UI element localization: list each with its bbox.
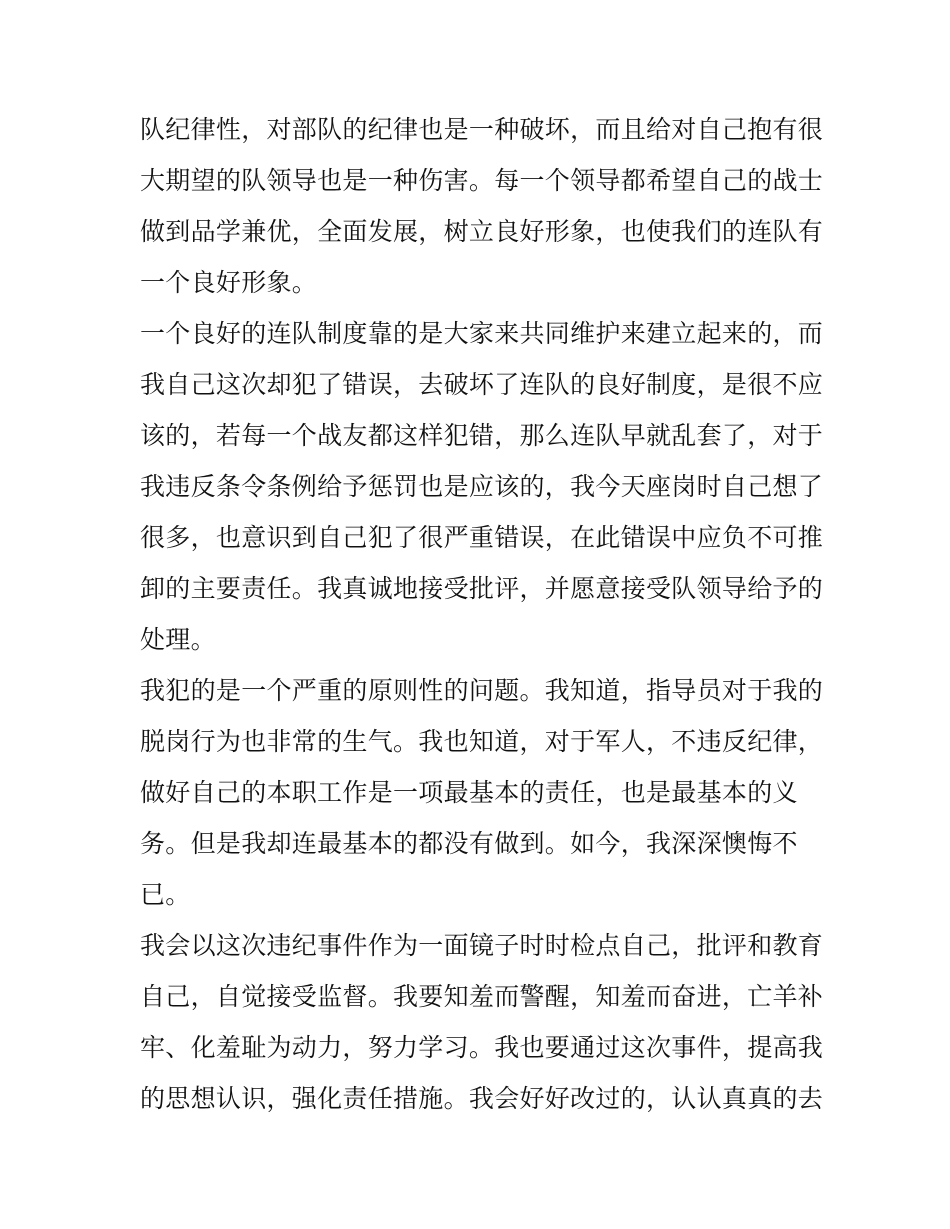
text-line: 脱岗行为也非常的生气。我也知道，对于军人，不违反纪律， xyxy=(140,727,824,756)
text-line: 做到品学兼优，全面发展，树立良好形象，也使我们的连队有 xyxy=(140,217,824,246)
text-line: 的思想认识，强化责任措施。我会好好改过的，认认真真的去 xyxy=(140,1084,824,1113)
text-line: 一个良好的连队制度靠的是大家来共同维护来建立起来的，而 xyxy=(140,319,824,348)
text-line: 我会以这次违纪事件作为一面镜子时时检点自己，批评和教育 xyxy=(140,931,824,960)
text-line: 我犯的是一个严重的原则性的问题。我知道，指导员对于我的 xyxy=(140,676,824,705)
text-line: 处理。 xyxy=(140,625,216,654)
text-line: 我自己这次却犯了错误，去破坏了连队的良好制度，是很不应 xyxy=(140,370,824,399)
text-line: 该的，若每一个战友都这样犯错，那么连队早就乱套了，对于 xyxy=(140,421,824,450)
text-line: 已。 xyxy=(140,880,191,909)
text-line: 很多，也意识到自己犯了很严重错误，在此错误中应负不可推 xyxy=(140,523,824,552)
text-line: 牢、化羞耻为动力，努力学习。我也要通过这次事件，提高我 xyxy=(140,1033,824,1062)
text-line: 一个良好形象。 xyxy=(140,268,318,297)
text-line: 务。但是我却连最基本的都没有做到。如今，我深深懊悔不 xyxy=(140,829,798,858)
document-body xyxy=(140,104,824,1124)
text-line: 我违反条令条例给予惩罚也是应该的，我今天座岗时自己想了 xyxy=(140,472,824,501)
text-line: 队纪律性，对部队的纪律也是一种破坏，而且给对自己抱有很 xyxy=(140,115,824,144)
text-line: 自己，自觉接受监督。我要知羞而警醒，知羞而奋进，亡羊补 xyxy=(140,982,824,1011)
text-line: 大期望的队领导也是一种伤害。每一个领导都希望自己的战士 xyxy=(140,166,824,195)
text-line: 做好自己的本职工作是一项最基本的责任，也是最基本的义 xyxy=(140,778,798,807)
text-line: 卸的主要责任。我真诚地接受批评，并愿意接受队领导给予的 xyxy=(140,574,824,603)
